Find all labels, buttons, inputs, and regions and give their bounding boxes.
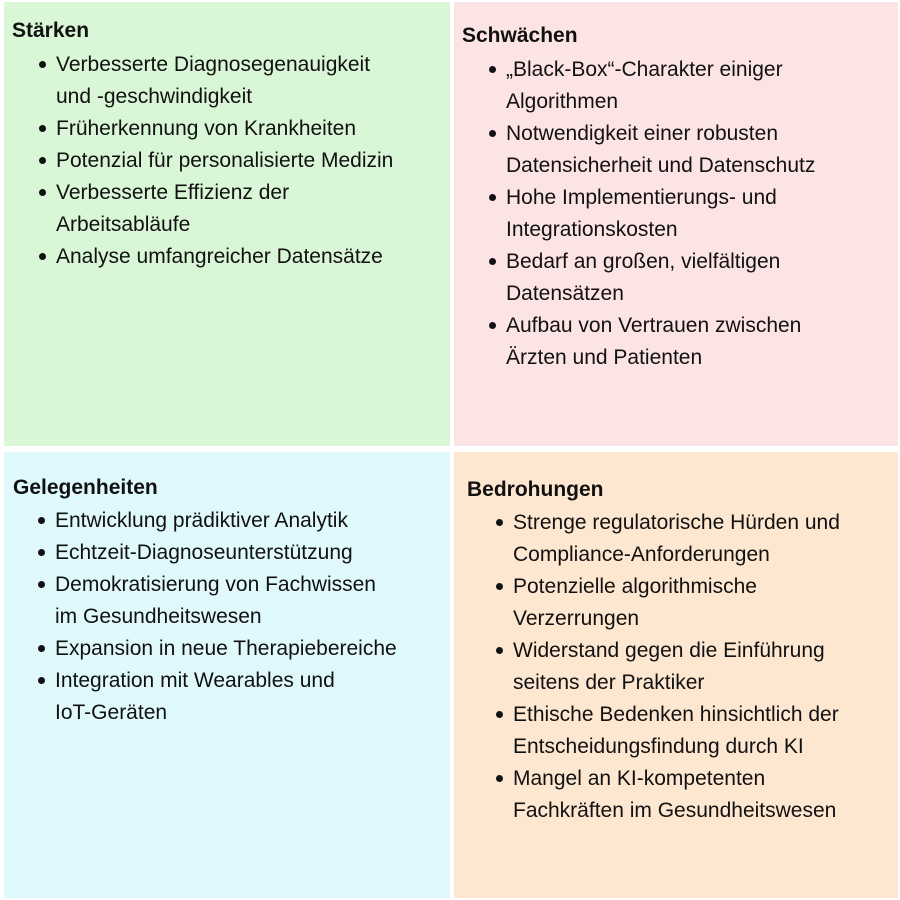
strengths-item: Verbesserte Effizienz der Arbeitsabläufe (37, 177, 446, 241)
threats-list (494, 507, 894, 827)
opportunities-item: Expansion in neue Therapiebereiche (36, 633, 446, 665)
opportunities-item: Demokratisierung von Fachwissen im Gesundheitswesen (36, 569, 446, 633)
weaknesses-item: Bedarf an großen, vielfältigen Datensätzen (487, 246, 894, 310)
strengths-quadrant (4, 2, 450, 446)
strengths-list (37, 49, 446, 273)
weaknesses-item: Notwendigkeit einer robusten Datensicherheit und Datenschutz (487, 118, 894, 182)
weaknesses-item: Hohe Implementierungs- und Integrationskosten (487, 182, 894, 246)
weaknesses-list (487, 54, 894, 374)
strengths-title: Stärken (12, 19, 90, 42)
strengths-item: Potenzial für personalisierte Medizin (37, 145, 446, 177)
opportunities-item: Echtzeit-Diagnoseunterstützung (36, 537, 446, 569)
weaknesses-item: Aufbau von Vertrauen zwischen Ärzten und Patienten (487, 310, 894, 374)
threats-quadrant (454, 452, 898, 898)
threats-item: Strenge regulatorische Hürden und Compliance-Anforderungen (494, 507, 894, 571)
opportunities-quadrant (4, 452, 450, 898)
weaknesses-item: „Black-Box“-Charakter einiger Algorithmen (487, 54, 894, 118)
strengths-item: Analyse umfangreicher Datensätze (37, 241, 446, 273)
opportunities-item: Entwicklung prädiktiver Analytik (36, 505, 446, 537)
threats-title: Bedrohungen (467, 478, 604, 501)
opportunities-title: Gelegenheiten (13, 476, 158, 499)
weaknesses-title: Schwächen (462, 24, 578, 47)
strengths-item: Verbesserte Diagnosegenauigkeit und -geschwindigkeit (37, 49, 446, 113)
opportunities-list (36, 505, 446, 729)
weaknesses-quadrant (454, 2, 898, 446)
threats-item: Potenzielle algorithmische Verzerrungen (494, 571, 894, 635)
threats-item: Ethische Bedenken hinsichtlich der Entscheidungsfindung durch KI (494, 699, 894, 763)
threats-item: Mangel an KI-kompetenten Fachkräften im Gesundheitswesen (494, 763, 894, 827)
threats-item: Widerstand gegen die Einführung seitens der Praktiker (494, 635, 894, 699)
opportunities-item: Integration mit Wearables und IoT-Geräten (36, 665, 446, 729)
strengths-item: Früherkennung von Krankheiten (37, 113, 446, 145)
